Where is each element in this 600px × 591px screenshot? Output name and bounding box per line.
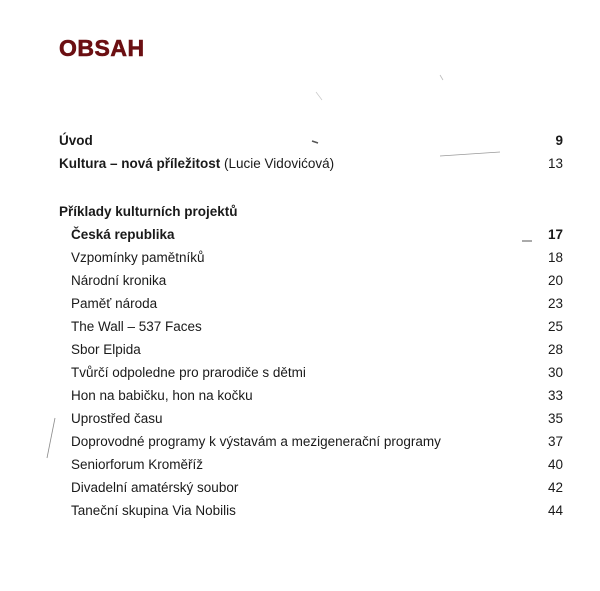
toc-entry-page: 13 — [547, 156, 563, 171]
toc-item-title: Uprostřed času — [71, 411, 163, 426]
toc-item-page: 28 — [547, 342, 563, 357]
toc-item[interactable] — [59, 386, 563, 406]
toc-item[interactable] — [59, 432, 563, 452]
toc-item-title: Vzpomínky pamětníků — [71, 250, 205, 265]
toc-item-page: 35 — [547, 411, 563, 426]
toc-item[interactable] — [59, 271, 563, 291]
toc-item-title: Národní kronika — [71, 273, 167, 288]
toc-item-title: Seniorforum Kroměříž — [71, 457, 204, 472]
toc-entry-page: 17 — [547, 227, 563, 242]
toc-item-page: 37 — [547, 434, 563, 449]
toc-subsection-title: Česká republika — [71, 227, 175, 242]
toc-item-page: 23 — [547, 296, 563, 311]
scan-mark — [316, 92, 322, 100]
toc-entry-uvod[interactable] — [59, 131, 563, 151]
scan-mark — [47, 418, 55, 458]
toc-item-page: 42 — [547, 480, 563, 495]
toc-item[interactable] — [59, 340, 563, 360]
toc-item-title: The Wall – 537 Faces — [71, 319, 202, 334]
toc-item-page: 25 — [547, 319, 563, 334]
page-title: OBSAH — [59, 35, 145, 61]
toc-item[interactable] — [59, 294, 563, 314]
toc-item-page: 33 — [547, 388, 563, 403]
toc-item[interactable] — [59, 478, 563, 498]
toc-item-page: 20 — [547, 273, 563, 288]
toc-item-title: Taneční skupina Via Nobilis — [71, 503, 236, 518]
toc-item-page: 30 — [547, 365, 563, 380]
toc-item-page: 18 — [547, 250, 563, 265]
toc-item[interactable] — [59, 248, 563, 268]
toc-item-title: Tvůrčí odpoledne pro prarodiče s dětmi — [71, 365, 306, 380]
toc-entry-title-wrap — [59, 154, 334, 174]
toc-item-page: 40 — [547, 457, 563, 472]
toc-entry-kultura[interactable] — [59, 154, 563, 174]
toc-subsection-ceska-republika[interactable] — [59, 225, 563, 245]
toc-entry-page: 9 — [555, 133, 563, 148]
toc-item-title: Doprovodné programy k výstavám a mezigenerační programy — [71, 434, 441, 449]
toc-item[interactable] — [59, 409, 563, 429]
toc-item-page: 44 — [547, 503, 563, 518]
toc-entry-author: (Lucie Vidovićová) — [220, 156, 335, 171]
toc-item-title: Paměť národa — [71, 296, 158, 311]
toc-item-title: Hon na babičku, hon na kočku — [71, 388, 253, 403]
toc-item[interactable] — [59, 455, 563, 475]
toc-item-title: Divadelní amatérský soubor — [71, 480, 239, 495]
toc-section-title: Příklady kulturních projektů — [59, 204, 238, 219]
toc-item[interactable] — [59, 501, 563, 521]
scan-mark — [440, 75, 443, 80]
toc-section-heading — [59, 202, 563, 222]
toc-entry-title: Kultura – nová příležitost — [59, 156, 221, 171]
toc-entry-title: Úvod — [59, 133, 93, 148]
toc-item[interactable] — [59, 317, 563, 337]
toc-item-title: Sbor Elpida — [71, 342, 141, 357]
toc-item[interactable] — [59, 363, 563, 383]
